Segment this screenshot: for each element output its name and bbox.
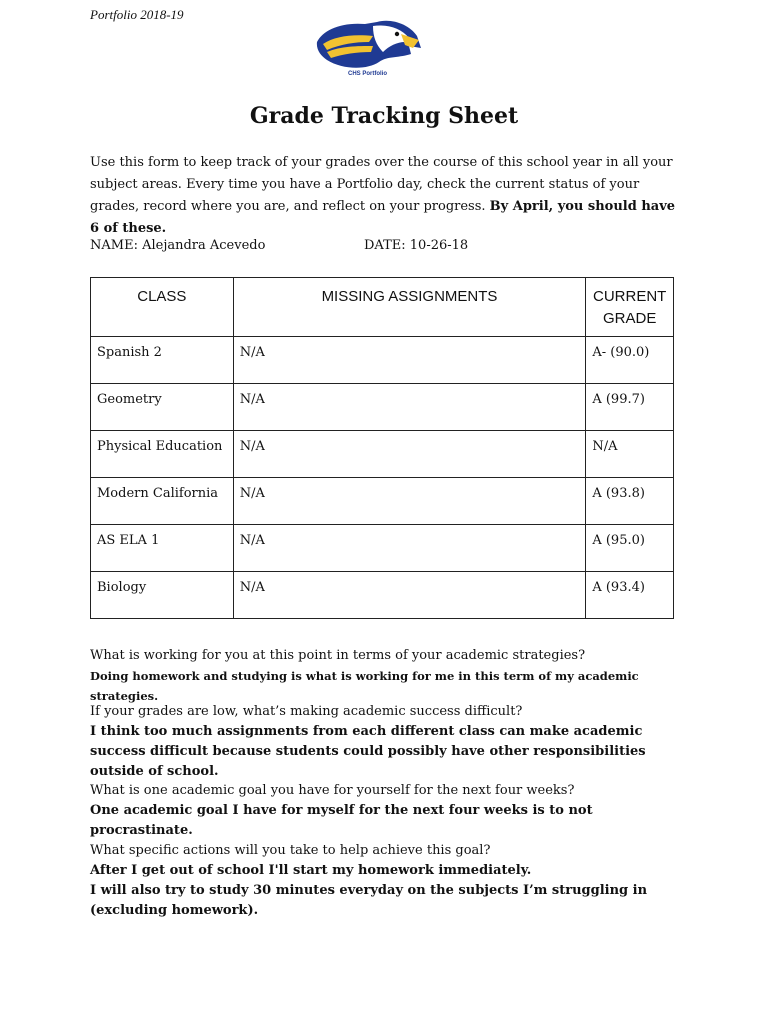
instructions (90, 152, 680, 240)
question-text: What is one academic goal you have for yourself for the next four weeks? (90, 783, 575, 798)
grade-cell: A (93.4) (586, 572, 674, 619)
answer-text: I will also try to study 30 minutes everyday on the subjects I’m struggling in (excluding homework). (90, 883, 648, 918)
page-title: Grade Tracking Sheet (249, 103, 519, 129)
header-missing-assignments: MISSING ASSIGNMENTS (233, 278, 586, 337)
table-row (91, 572, 674, 619)
table-row (91, 478, 674, 525)
reflection-question-2 (90, 702, 690, 782)
grade-cell: A- (90.0) (586, 337, 674, 384)
reflection-question-3 (90, 781, 690, 841)
answer-text: I think too much assignments from each different class can make academic success difficult because students could possibly have other responsibilities outside of school. (90, 724, 646, 779)
missing-cell: N/A (233, 384, 586, 431)
grade-table (90, 277, 674, 619)
logo-caption: CHS Portfolio (348, 71, 387, 77)
grade-cell: A (95.0) (586, 525, 674, 572)
answer-text: After I get out of school I'll start my homework immediately. (90, 863, 532, 878)
instructions-emphasis: By April, you should have 6 of these. (90, 199, 676, 236)
question-text: What is working for you at this point in terms of your academic strategies? (90, 648, 586, 663)
answer-text: One academic goal I have for myself for the next four weeks is to not procrastinate. (90, 803, 593, 838)
class-cell: Biology (91, 572, 234, 619)
table-header-row (91, 278, 674, 337)
class-cell: Geometry (91, 384, 234, 431)
reflection-question-1 (90, 646, 690, 706)
table-row (91, 384, 674, 431)
reflection-question-4 (90, 841, 690, 921)
class-cell: AS ELA 1 (91, 525, 234, 572)
question-text: What specific actions will you take to help achieve this goal? (90, 843, 491, 858)
grade-cell: A (93.8) (586, 478, 674, 525)
grade-cell: A (99.7) (586, 384, 674, 431)
table-row (91, 525, 674, 572)
table-row (91, 337, 674, 384)
missing-cell: N/A (233, 431, 586, 478)
class-cell: Physical Education (91, 431, 234, 478)
missing-cell: N/A (233, 572, 586, 619)
answer-text: Doing homework and studying is what is working for me in this term of my academic strategies. (90, 669, 639, 703)
portfolio-year-note: Portfolio 2018-19 (90, 7, 184, 22)
grade-cell: N/A (586, 431, 674, 478)
entry-date: DATE: 10-26-18 (364, 238, 469, 253)
missing-cell: N/A (233, 337, 586, 384)
class-cell: Modern California (91, 478, 234, 525)
instructions-text: Use this form to keep track of your grades over the course of this school year in all your subject areas. Every time you have a Portfolio day, check the current status of your grades, record where you are, and reflect on your progress. (90, 155, 673, 214)
missing-cell: N/A (233, 478, 586, 525)
class-cell: Spanish 2 (91, 337, 234, 384)
header-current-grade: CURRENT GRADE (586, 278, 674, 337)
table-row (91, 431, 674, 478)
header-class: CLASS (91, 278, 234, 337)
missing-cell: N/A (233, 525, 586, 572)
question-text: If your grades are low, what’s making academic success difficult? (90, 704, 523, 719)
student-name: NAME: Alejandra Acevedo (90, 238, 266, 253)
